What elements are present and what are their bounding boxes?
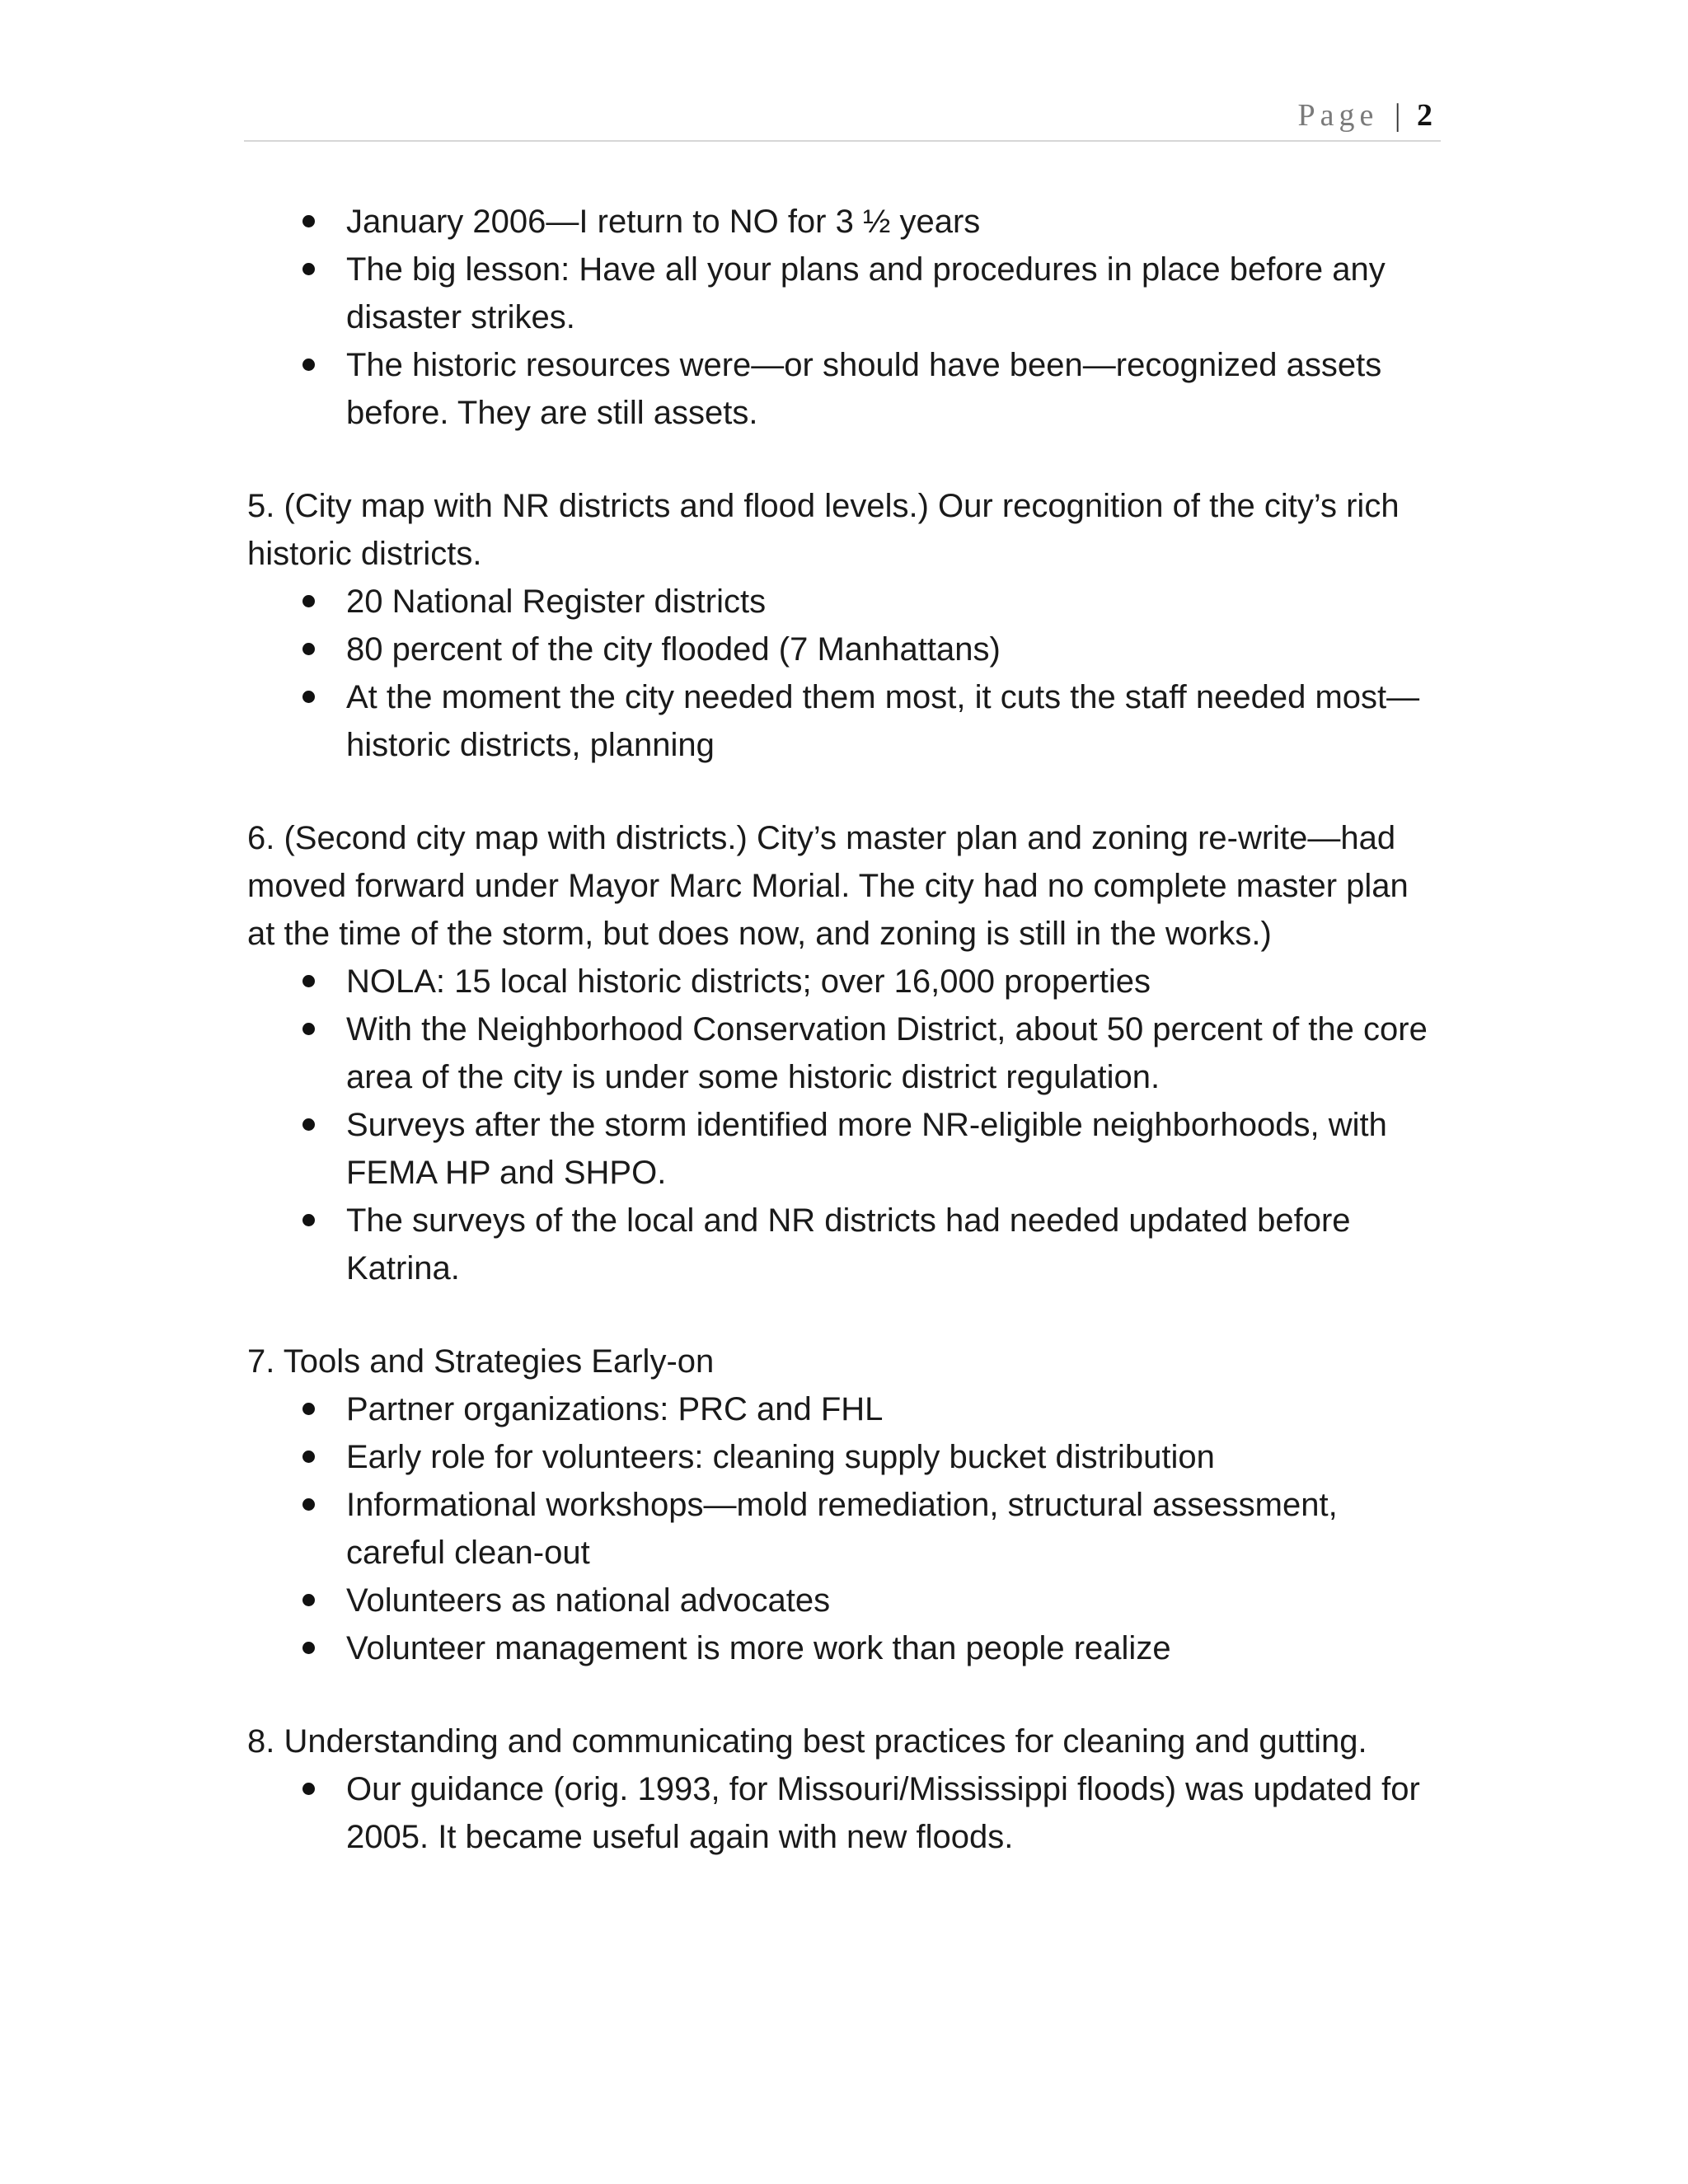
bullet-item: At the moment the city needed them most, it cuts the staff needed most—historic districts, planning [247, 673, 1434, 769]
bullet-item: 80 percent of the city flooded (7 Manhattans) [247, 626, 1434, 673]
page-header [244, 97, 1441, 142]
bullet-list [247, 578, 1434, 769]
page-number-value: 2 [1417, 98, 1432, 133]
section-heading: 6. (Second city map with districts.) City’s master plan and zoning re-write—had moved forward under Mayor Marc Morial. The city had no complete master plan at the time of the storm, but does now, and zoning is still in the works.) [247, 820, 1409, 952]
section-heading: 8. Understanding and communicating best practices for cleaning and gutting. [247, 1723, 1367, 1760]
bullet-item: Volunteers as national advocates [247, 1577, 1434, 1624]
bullet-item: Partner organizations: PRC and FHL [247, 1385, 1434, 1433]
bullet-item: The surveys of the local and NR districts had needed updated before Katrina. [247, 1197, 1434, 1292]
page-label: Page [1297, 98, 1379, 133]
page-number [1298, 97, 1432, 134]
bullet-item: Early role for volunteers: cleaning supply bucket distribution [247, 1433, 1434, 1481]
section-intro-bullets [247, 198, 1434, 437]
section-7 [247, 1338, 1434, 1672]
bullet-item: Our guidance (orig. 1993, for Missouri/Mississippi floods) was updated for 2005. It became useful again with new floods. [247, 1765, 1434, 1861]
document-body [247, 198, 1434, 1906]
section-heading: 5. (City map with NR districts and flood levels.) Our recognition of the city’s rich historic districts. [247, 488, 1400, 572]
section-heading: 7. Tools and Strategies Early-on [247, 1343, 715, 1380]
bullet-item: The historic resources were—or should have been—recognized assets before. They are still assets. [247, 341, 1434, 437]
bullet-item: Volunteer management is more work than people realize [247, 1624, 1434, 1672]
section-6 [247, 814, 1434, 1292]
section-8 [247, 1718, 1434, 1861]
bullet-item: January 2006—I return to NO for 3 ½ years [247, 198, 1434, 246]
bullet-item: With the Neighborhood Conservation District, about 50 percent of the core area of the city is under some historic district regulation. [247, 1005, 1434, 1101]
bullet-item: The big lesson: Have all your plans and procedures in place before any disaster strikes. [247, 246, 1434, 341]
bullet-item: Informational workshops—mold remediation, structural assessment, careful clean-out [247, 1481, 1434, 1577]
bullet-list [247, 198, 1434, 437]
bullet-item: NOLA: 15 local historic districts; over 16,000 properties [247, 958, 1434, 1005]
bullet-item: Surveys after the storm identified more NR-eligible neighborhoods, with FEMA HP and SHPO. [247, 1101, 1434, 1197]
bullet-item: 20 National Register districts [247, 578, 1434, 626]
section-5 [247, 482, 1434, 769]
bullet-list [247, 1765, 1434, 1861]
page-separator: | [1394, 98, 1401, 133]
bullet-list [247, 958, 1434, 1292]
bullet-list [247, 1385, 1434, 1672]
